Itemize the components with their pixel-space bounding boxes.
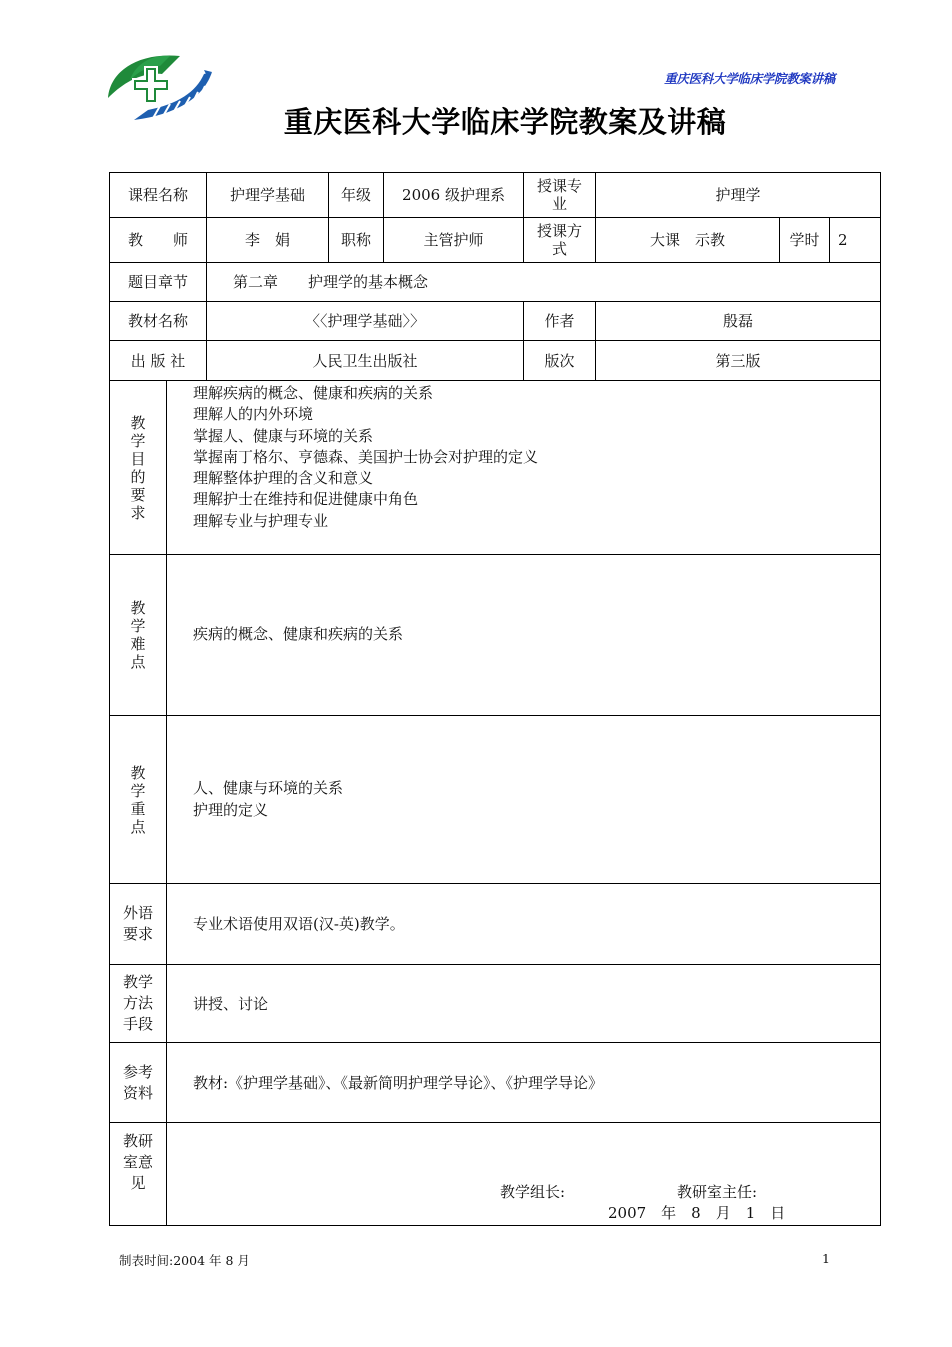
group-leader-label: 教学组长: — [500, 1183, 566, 1201]
methods-value: 讲授、讨论 — [167, 965, 881, 1043]
difficulties-content — [167, 555, 881, 716]
row-language — [110, 884, 881, 965]
chapter-label: 题目章节 — [110, 263, 207, 302]
language-label-line: 要求 — [122, 925, 153, 943]
objectives-label-char: 求 — [130, 503, 146, 522]
references-value: 教材:《护理学基础》、《最新简明护理学导论》、《护理学导论》 — [167, 1043, 881, 1123]
teacher-value: 李 娟 — [207, 218, 329, 263]
key-points-label-char: 教 — [130, 763, 146, 782]
row-teacher — [110, 218, 881, 263]
key-points-label-char: 点 — [130, 817, 146, 836]
key-point-item: 护理的定义 — [193, 800, 269, 819]
language-label — [110, 884, 167, 965]
objectives-label-char: 学 — [130, 431, 146, 450]
key-points-label — [110, 716, 167, 884]
major-value: 护理学 — [596, 173, 881, 218]
difficulties-label — [110, 555, 167, 716]
course-label: 课程名称 — [110, 173, 207, 218]
author-label: 作者 — [524, 302, 596, 341]
row-difficulties — [110, 555, 881, 716]
institution-caption: 重庆医科大学临床学院教案讲稿 — [664, 71, 835, 86]
row-objectives — [110, 381, 881, 555]
objectives-label — [110, 381, 167, 555]
row-references — [110, 1043, 881, 1123]
key-points-content — [167, 716, 881, 884]
major-label-line1: 授课专 — [537, 177, 583, 195]
methods-label-line: 教学 — [122, 973, 153, 991]
opinion-date: 2007 年 8 月 1 日 — [608, 1204, 786, 1222]
table-made-date: 制表时间:2004 年 8 月 — [119, 1253, 250, 1268]
objective-item: 理解疾病的概念、健康和疾病的关系 — [193, 384, 434, 402]
textbook-label: 教材名称 — [110, 302, 207, 341]
difficulties-label-char: 点 — [130, 653, 146, 671]
method-label — [524, 218, 596, 263]
difficulty-item: 疾病的概念、健康和疾病的关系 — [193, 625, 404, 644]
title-value: 主管护师 — [384, 218, 524, 263]
teacher-label: 教 师 — [110, 218, 207, 263]
objective-item: 理解人的内外环境 — [193, 405, 314, 424]
edition-label: 版次 — [524, 341, 596, 381]
document-title: 重庆医科大学临床学院教案及讲稿 — [283, 105, 727, 139]
row-course — [110, 173, 881, 218]
lesson-plan-table — [109, 172, 881, 1226]
objective-item: 理解整体护理的含义和意义 — [193, 469, 374, 488]
methods-label-line: 手段 — [122, 1015, 153, 1033]
opinion-label-line: 见 — [130, 1174, 146, 1192]
grade-label: 年级 — [329, 173, 384, 218]
objective-item: 理解专业与护理专业 — [193, 511, 329, 530]
references-label-line: 资料 — [122, 1083, 153, 1102]
difficulties-label-char: 学 — [130, 617, 146, 635]
row-opinion — [110, 1123, 881, 1226]
opinion-label-line: 室意 — [122, 1153, 153, 1171]
method-value: 大课 示教 — [596, 218, 780, 263]
row-publisher — [110, 341, 881, 381]
difficulties-label-char: 难 — [130, 635, 146, 653]
references-label — [110, 1043, 167, 1123]
method-label-line1: 授课方 — [537, 222, 583, 240]
textbook-value: 〈〈护理学基础〉〉 — [207, 302, 524, 341]
key-point-item: 人、健康与环境的关系 — [193, 779, 344, 798]
course-value: 护理学基础 — [207, 173, 329, 218]
hours-label: 学时 — [780, 218, 830, 263]
difficulties-label-char: 教 — [130, 599, 146, 617]
references-label-line: 参考 — [122, 1062, 153, 1081]
objectives-label-char: 的 — [130, 467, 146, 486]
row-methods — [110, 965, 881, 1043]
key-points-label-char: 学 — [130, 781, 146, 800]
hospital-cross-logo-icon — [100, 40, 220, 126]
objectives-label-char: 教 — [130, 413, 146, 432]
methods-label-line: 方法 — [122, 994, 153, 1012]
chapter-value: 第二章 护理学的基本概念 — [207, 263, 881, 302]
methods-label — [110, 965, 167, 1043]
publisher-value: 人民卫生出版社 — [207, 341, 524, 381]
director-label: 教研室主任: — [677, 1183, 758, 1201]
major-label-line2: 业 — [552, 195, 568, 213]
opinion-label — [110, 1123, 167, 1226]
page-number: 1 — [822, 1251, 830, 1266]
row-chapter — [110, 263, 881, 302]
publisher-label: 出 版 社 — [110, 341, 207, 381]
objectives-label-char: 要 — [130, 485, 146, 504]
key-points-label-char: 重 — [130, 799, 146, 818]
opinion-label-line: 教研 — [122, 1132, 153, 1150]
opinion-content — [167, 1123, 881, 1226]
row-key-points — [110, 716, 881, 884]
hours-value: 2 — [830, 218, 881, 263]
objective-item: 理解护士在维持和促进健康中角色 — [193, 490, 419, 509]
row-textbook — [110, 302, 881, 341]
major-label — [524, 173, 596, 218]
edition-value: 第三版 — [596, 341, 881, 381]
language-value: 专业术语使用双语(汉-英)教学。 — [167, 884, 881, 965]
author-value: 殷磊 — [596, 302, 881, 341]
objectives-content — [167, 381, 881, 555]
grade-value: 2006 级护理系 — [384, 173, 524, 218]
method-label-line2: 式 — [552, 240, 568, 258]
objective-item: 掌握人、健康与环境的关系 — [193, 426, 374, 445]
objectives-label-char: 目 — [130, 449, 146, 468]
language-label-line: 外语 — [122, 904, 153, 922]
objective-item: 掌握南丁格尔、亨德森、美国护士协会对护理的定义 — [193, 447, 539, 466]
title-label: 职称 — [329, 218, 384, 263]
